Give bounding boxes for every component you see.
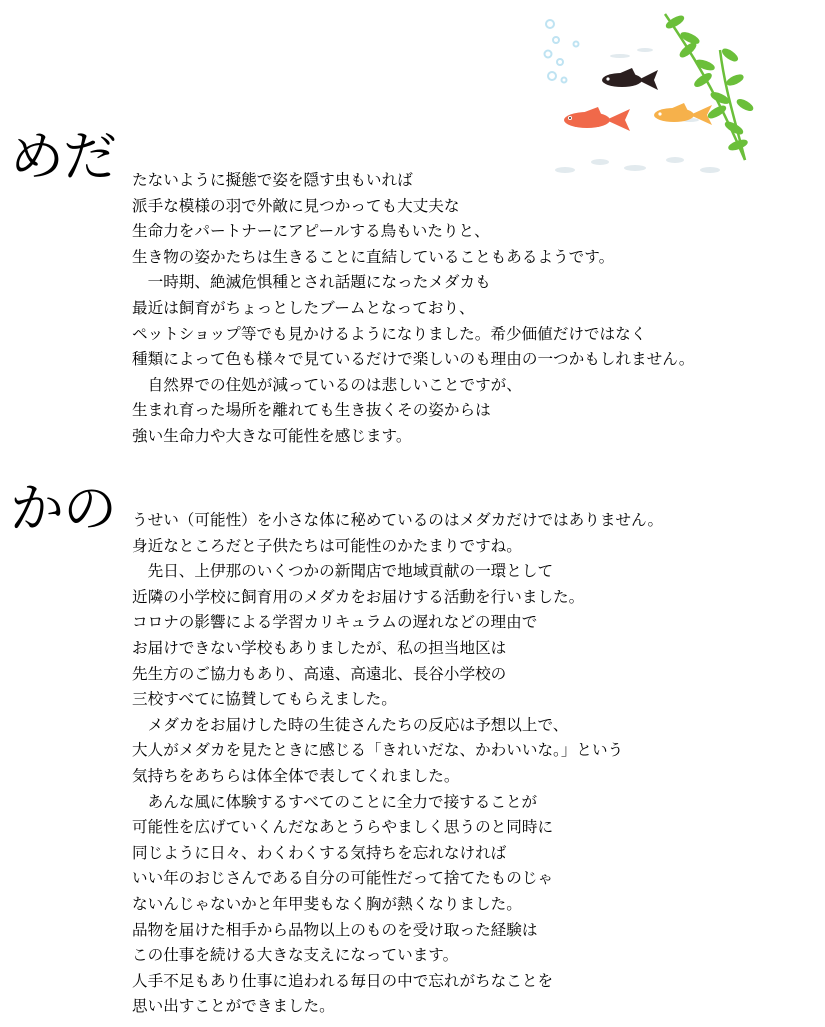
text-line: 三校すべてに協賛してもらえました。 [132,690,397,709]
water-marks-icon [555,48,720,173]
text-line: 先生方のご協力もあり、高遠、高遠北、長谷小学校の [132,664,507,683]
text-line: ペットショップ等でも見かけるようになりました。希少価値だけではなく [132,324,647,343]
text-line: 派手な模様の羽で外敵に見つかっても大丈夫な [132,196,460,215]
text-line: いい年のおじさんである自分の可能性だって捨てたものじゃ [132,869,554,888]
text-line: 気持ちをあちらは体全体で表してくれました。 [132,766,460,785]
text-line: コロナの影響による学習カリキュラムの遅れなどの理由で [132,613,538,632]
text-line: 最近は飼育がちょっとしたブームとなっており、 [132,298,475,317]
text-line: 品物を届けた相手から品物以上のものを受け取った経験は [132,920,538,939]
text-line: 大人がメダカを見たときに感じる「きれいだな、かわいいな。」という [132,741,624,760]
text-line: 一時期、絶滅危惧種とされ話題になったメダカも [132,273,491,292]
bubbles-icon [545,20,579,83]
text-line: 可能性を広げていくんだなあとうらやましく思うのと同時に [132,818,554,837]
water-plant-icon [665,14,753,160]
text-line: 強い生命力や大きな可能性を感じます。 [132,426,412,445]
section2-drop-heading: かの [10,477,116,540]
text-line: 同じように日々、わくわくする気持ちを忘れなければ [132,843,507,862]
text-line: ないんじゃないかと年甲斐もなく胸が熱くなりました。 [132,894,522,913]
text-line: 生き物の姿かたちは生きることに直結していることもあるようです。 [132,247,615,266]
text-line: うせい（可能性）を小さな体に秘めているのはメダカだけではありません。 [132,511,664,529]
text-line: 生命力をパートナーにアピールする鳥もいたりと、 [132,222,490,241]
text-line: 自然界での住処が減っているのは悲しいことですが、 [132,375,522,394]
text-line: この仕事を続ける大きな支えになっています。 [132,946,459,965]
section1-paragraph [132,168,694,450]
black-medaka-icon [602,68,658,90]
text-line: 思い出すことができました。 [132,997,335,1016]
text-line: 人手不足もあり仕事に追われる毎日の中で忘れがちなことを [132,971,554,990]
text-line: 近隣の小学校に飼育用のメダカをお届けする活動を行いました。 [132,587,585,606]
text-line: お届けできない学校もありましたが、私の担当地区は [132,638,507,657]
text-line: メダカをお届けした時の生徒さんたちの反応は予想以上で、 [132,715,569,734]
text-line: たないように擬態で姿を隠す虫もいれば [132,171,413,189]
yellow-medaka-icon [654,103,712,125]
section1-drop-heading: めだ [10,125,116,188]
text-line: あんな風に体験するすべてのことに全力で接することが [132,792,538,811]
text-line: 生まれ育った場所を離れても生き抜くその姿からは [132,401,491,420]
text-line: 種類によって色も様々で見ているだけで楽しいのも理由の一つかもしれません。 [132,350,695,369]
section2-paragraph [132,508,663,1020]
orange-medaka-icon [564,107,630,131]
medaka-illustration [540,10,760,175]
text-line: 身近なところだと子供たちは可能性のかたまりですね。 [132,536,522,555]
text-line: 先日、上伊那のいくつかの新聞店で地域貢献の一環として [132,562,554,581]
